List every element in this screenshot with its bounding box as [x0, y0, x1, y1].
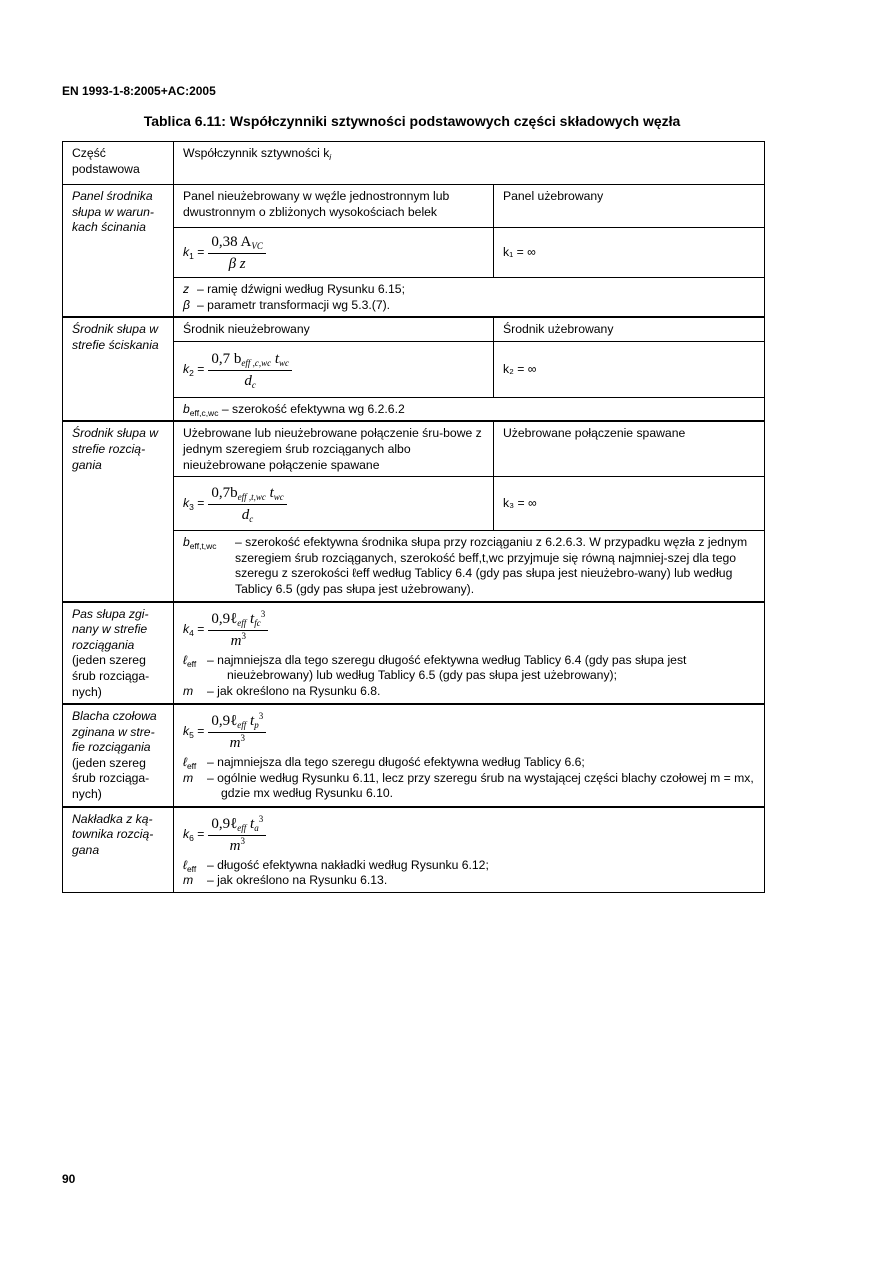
- def6-m-text: – jak określono na Rysunku 6.13.: [207, 873, 388, 888]
- k1-num-sub: VC: [251, 241, 263, 251]
- def-beff-t-symbol: b: [183, 535, 190, 550]
- def6-leff-text: – długość efektywna nakładki według Rysunku 6.12;: [207, 857, 489, 872]
- k5-den: m: [229, 735, 241, 752]
- row5-part: [63, 704, 174, 807]
- row2-right-head: Środnik użebrowany: [494, 317, 765, 341]
- k2-num-sub2: wc: [279, 357, 290, 368]
- table-row: [63, 807, 765, 893]
- page-number: 90: [62, 1172, 76, 1186]
- row2-left-head: Środnik nieużebrowany: [174, 317, 494, 341]
- k1-eq: =: [193, 245, 205, 260]
- document-header: EN 1993-1-8:2005+AC:2005: [62, 84, 216, 98]
- row3-part: Środnik słupa w strefie rozcią-gania: [63, 421, 174, 601]
- k1-infinity: k₁ = ∞: [503, 245, 536, 260]
- def-leff-sub: eff: [186, 658, 197, 669]
- k2-sub: 2: [189, 367, 194, 378]
- row3-definitions: [174, 531, 765, 602]
- table-row: [63, 421, 765, 476]
- row2-definitions: [174, 397, 765, 421]
- row3-right-formula: [494, 477, 765, 531]
- row6-content: [174, 807, 765, 893]
- col-header-part-text: Część podstawowa: [72, 146, 140, 176]
- k2-label: k: [183, 361, 190, 376]
- k3-num-sub1: eff ,t,wc: [237, 492, 266, 503]
- k5-label: k: [183, 724, 190, 739]
- row4-part-a: Pas słupa zgi-nany w strefie rozciągania: [72, 606, 149, 652]
- k2-num-t: t: [271, 350, 280, 367]
- row1-right-head: Panel użebrowany: [494, 185, 765, 228]
- def-leff-text: – najmniejsza dla tego szeregu długość efektywna według Tablicy 6.4 (gdy pas słupa jest nieużebrowany) lub według Tablicy 6.5 (gdy pas słupa jest użebrowany);: [207, 652, 687, 683]
- k4-num-sup: 3: [260, 608, 266, 619]
- table-row: [63, 602, 765, 705]
- k4-label: k: [183, 621, 190, 636]
- k4-den: m: [230, 632, 242, 649]
- k3-eq: =: [193, 496, 205, 511]
- k1-sub: 1: [189, 251, 194, 262]
- k4-num: 0,9ℓ: [211, 610, 238, 627]
- k3-num-t: t: [265, 485, 274, 502]
- def-beff-sub: eff,c,wc: [189, 407, 219, 418]
- row3-left-head: Użebrowane lub nieużebrowane połączenie śru-bowe z jednym szeregiem śrub rozciąganych albo nieużebrowane połączenie spawane: [174, 421, 494, 476]
- k5-num-sub1: eff: [237, 720, 247, 731]
- k4-eq: =: [193, 621, 205, 636]
- def-beff-text: – szerokość efektywna wg 6.2.6.2: [221, 401, 405, 416]
- def-beta-text: – parametr transformacji wg 5.3.(7).: [197, 297, 391, 312]
- k5-num-sub2: p: [254, 720, 259, 731]
- k1-den-b: z: [236, 256, 246, 272]
- k4-num-t: t: [246, 610, 255, 627]
- row1-left-head: Panel nieużebrowany w węźle jednostronnym lub dwustronnym o zbliżonych wysokościach belek: [174, 185, 494, 228]
- table-row: [63, 317, 765, 341]
- k1-num: 0,38 A: [211, 234, 252, 250]
- row2-part: Środnik słupa w strefie ściskania: [63, 317, 174, 421]
- k5-den-sup: 3: [240, 733, 245, 744]
- k3-num-sub2: wc: [273, 492, 284, 503]
- k5-num-sup: 3: [258, 711, 264, 722]
- k2-num: 0,7 b: [211, 350, 242, 367]
- col-header-coef-text: Współczynnik sztywności k: [183, 146, 330, 160]
- k3-sub: 3: [189, 502, 194, 513]
- k3-infinity: k₃ = ∞: [503, 496, 537, 511]
- k6-num-sub2: a: [254, 822, 259, 833]
- def6-leff-sub: eff: [186, 863, 197, 874]
- k6-label: k: [183, 826, 190, 841]
- k1-label: k: [183, 245, 190, 260]
- row2-formula: [174, 341, 494, 397]
- row4-part: [63, 602, 174, 705]
- k2-infinity: k₂ = ∞: [503, 361, 537, 376]
- def5-leff-text: – najmniejsza dla tego szeregu długość efektywna według Tablicy 6.6;: [207, 755, 585, 770]
- def-m-symbol: m: [183, 683, 194, 698]
- row1-definitions: [174, 278, 765, 318]
- table-title: Tablica 6.11: Współczynniki sztywności podstawowych części składowych węzła: [143, 113, 681, 129]
- def-z-symbol: z: [183, 282, 190, 296]
- k3-den: d: [241, 507, 250, 524]
- table-header-row: [63, 142, 765, 185]
- def-leff-symbol: ℓ: [183, 652, 187, 667]
- k4-sub: 4: [189, 627, 194, 638]
- row4-part-b: (jeden szereg śrub rozciąga-nych): [72, 653, 150, 699]
- k5-num: 0,9ℓ: [211, 713, 238, 730]
- def5-leff-symbol: ℓ: [183, 755, 187, 770]
- k2-den: d: [244, 372, 252, 389]
- k3-den-sub: c: [249, 514, 254, 525]
- k5-fraction: [208, 712, 266, 752]
- k5-sub: 5: [189, 730, 194, 741]
- def6-m-symbol: m: [183, 873, 194, 888]
- k2-eq: =: [193, 361, 205, 376]
- row6-part: Nakładka z ką-townika rozcią-gana: [63, 807, 174, 893]
- k4-den-sup: 3: [241, 630, 246, 641]
- col-header-part: [63, 142, 174, 185]
- k6-num-sup: 3: [258, 813, 264, 824]
- k4-num-sub1: eff: [237, 617, 247, 628]
- row1-part: Panel środnika słupa w warun-kach ścinania: [63, 185, 174, 318]
- row1-formula: [174, 228, 494, 278]
- k6-den-sup: 3: [240, 835, 245, 846]
- def5-m-symbol: m: [183, 770, 194, 785]
- def5-leff-sub: eff: [186, 761, 197, 772]
- k4-fraction: [208, 610, 268, 650]
- row2-right-formula: [494, 341, 765, 397]
- def-beff-t-text: – szerokość efektywna środnika słupa przy rozciąganiu z 6.2.6.3. W przypadku węzła z jednym szeregiem śrub rozciąganych, szerokość beff,t,wc przyjmuje się równą najmniej-szej dla tego szeregu z szerokości ℓeff według Tablicy 6.4 (gdy pas słupa jest nieużebro-wany) lub według Tablicy 6.5 (gdy pas słupa jest użebrowany).: [235, 535, 748, 596]
- k6-fraction: [208, 815, 266, 855]
- k3-num: 0,7b: [211, 485, 238, 502]
- def-beta-symbol: β: [183, 297, 190, 312]
- k2-num-sub1: eff ,c,wc: [241, 357, 272, 368]
- row1-right-formula: [494, 228, 765, 278]
- k4-num-sub2: fc: [254, 617, 261, 628]
- k6-num-sub1: eff: [237, 822, 247, 833]
- row3-right-head: Użebrowane połączenie spawane: [494, 421, 765, 476]
- k1-fraction: [208, 233, 266, 273]
- k6-sub: 6: [189, 832, 194, 843]
- row5-content: [174, 704, 765, 807]
- def-m-text: – jak określono na Rysunku 6.8.: [207, 683, 381, 698]
- k2-den-sub: c: [251, 379, 256, 390]
- def6-leff-symbol: ℓ: [183, 857, 187, 872]
- k6-num-t: t: [246, 815, 255, 832]
- col-header-coef-sub: i: [329, 152, 332, 162]
- table-row: [63, 704, 765, 807]
- k1-den-a: β: [228, 256, 237, 272]
- k5-num-t: t: [246, 713, 255, 730]
- def-beff-symbol: b: [183, 401, 190, 416]
- table-row: [63, 185, 765, 228]
- col-header-coef: [174, 142, 765, 185]
- row4-content: [174, 602, 765, 705]
- k3-label: k: [183, 496, 190, 511]
- stiffness-table: [62, 141, 765, 893]
- row5-part-a: Blacha czołowa zginana w stre-fie rozciągania: [72, 709, 157, 755]
- def5-m-text: – ogólnie według Rysunku 6.11, lecz przy szeregu śrub na wystającej części blachy czołowej m = mx, gdzie mx według Rysunku 6.10.: [207, 770, 754, 801]
- k2-fraction: [208, 350, 292, 390]
- k5-eq: =: [193, 724, 205, 739]
- def-beff-t-sub: eff,t,wc: [189, 541, 217, 552]
- k6-den: m: [229, 837, 241, 854]
- k6-eq: =: [193, 826, 205, 841]
- k6-num: 0,9ℓ: [211, 815, 238, 832]
- k3-fraction: [208, 484, 286, 524]
- row5-part-b: (jeden szereg śrub rozciąga-nych): [72, 755, 150, 802]
- def-z-text: – ramię dźwigni według Rysunku 6.15;: [197, 282, 405, 296]
- row3-formula: [174, 477, 494, 531]
